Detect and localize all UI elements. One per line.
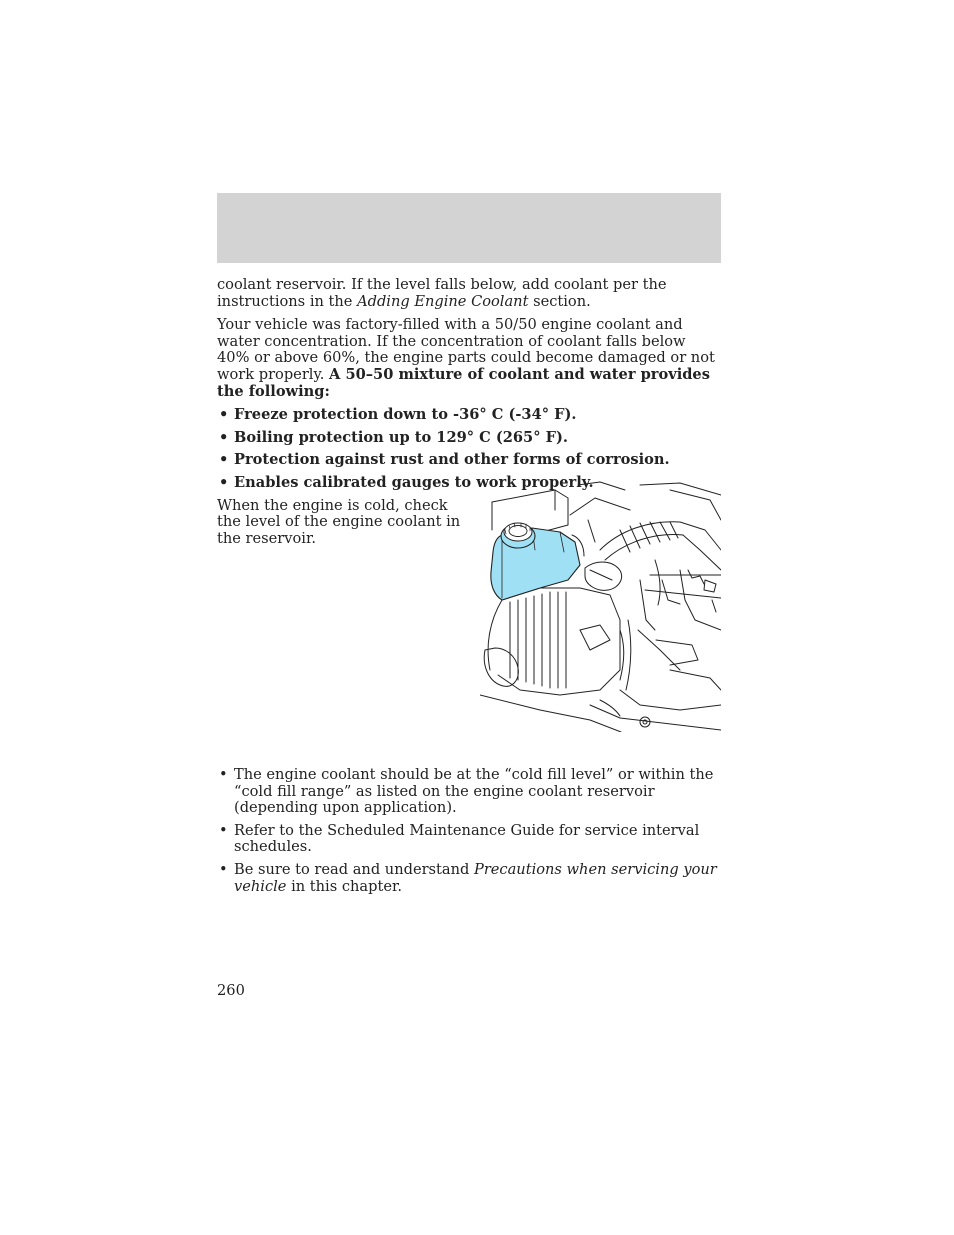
list-item bbox=[217, 862, 721, 895]
bullet-icon: • bbox=[219, 406, 229, 424]
protection-list bbox=[217, 407, 721, 491]
intro-paragraph-1 bbox=[217, 277, 721, 310]
engine-coolant-reservoir-illustration bbox=[480, 480, 721, 732]
list-item-text: The engine coolant should be at the “cold fill level” or within the “cold fill range” as listed on the engine coolant reservoir (depending upon application). bbox=[234, 766, 714, 817]
adding-coolant-reference: Adding Engine Coolant bbox=[357, 292, 529, 310]
bullet-icon: • bbox=[219, 766, 228, 783]
bullet-icon: • bbox=[219, 821, 228, 839]
list-item-text: Enables calibrated gauges to work properly. bbox=[234, 473, 594, 491]
intro-paragraph-2 bbox=[217, 317, 721, 400]
text-span: Your vehicle was factory-filled with a 50/50 engine coolant and water concentration. If the concentration of coolant falls below 40% or above 60%, the engine parts could become damaged or not work properly. bbox=[217, 316, 715, 383]
list-item bbox=[217, 452, 721, 469]
bullet-icon: • bbox=[219, 473, 229, 491]
list-item-text: Freeze protection down to -36° C (-34° F). bbox=[234, 406, 577, 424]
notes-list bbox=[217, 767, 721, 895]
mixture-statement: A 50–50 mixture of coolant and water provides the following: bbox=[217, 365, 710, 400]
text-span: Be sure to read and understand bbox=[234, 860, 474, 878]
text-span: coolant reservoir. If the level falls below, add coolant per the instructions in the bbox=[217, 276, 667, 310]
list-item bbox=[217, 430, 721, 447]
precautions-reference: Precautions when servicing your vehicle bbox=[234, 860, 717, 895]
list-item-text: Boiling protection up to 129° C (265° F). bbox=[234, 428, 568, 446]
list-item bbox=[217, 407, 721, 424]
header-band bbox=[217, 193, 721, 263]
bullet-icon: • bbox=[219, 428, 229, 446]
text-span: section. bbox=[528, 292, 591, 310]
engine-line-art bbox=[480, 482, 721, 732]
list-item-text: Refer to the Scheduled Maintenance Guide for service interval schedules. bbox=[234, 821, 700, 856]
text-span: in this chapter. bbox=[286, 877, 402, 895]
list-item-text: Protection against rust and other forms of corrosion. bbox=[234, 451, 670, 469]
page-number: 260 bbox=[217, 982, 245, 999]
cold-check-text: When the engine is cold, check the level of the engine coolant in the reservoir. bbox=[217, 496, 461, 547]
bullet-icon: • bbox=[219, 860, 228, 878]
list-item bbox=[217, 823, 721, 856]
coolant-level-notes bbox=[217, 767, 721, 901]
bullet-icon: • bbox=[219, 451, 229, 469]
list-item bbox=[217, 767, 721, 817]
